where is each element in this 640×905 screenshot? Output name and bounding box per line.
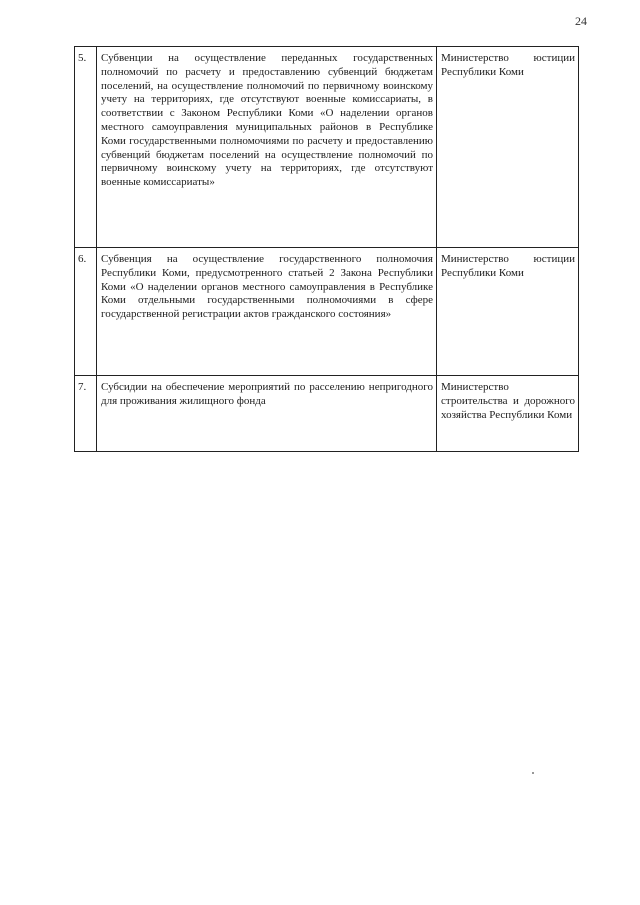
subsidies-table: [74, 46, 579, 452]
responsible-ministry: Министерство юстиции Республики Коми: [437, 248, 579, 376]
row-number: 6.: [75, 248, 97, 376]
scan-speck: [532, 772, 534, 774]
responsible-ministry: Министерство юстиции Республики Коми: [437, 47, 579, 248]
responsible-ministry: Министерство строительства и дорожного хозяйства Республики Коми: [437, 376, 579, 452]
subsidy-description: Субсидии на обеспечение мероприятий по расселению непригодного для проживания жилищного фонда: [97, 376, 437, 452]
subsidy-description: Субвенция на осуществление государственного полномочия Республики Коми, предусмотренного статьей 2 Закона Республики Коми «О наделении органов местного самоуправления в Республике Коми отдельными государственными полномочиями в сфере государственной регистрации актов гражданского состояния»: [97, 248, 437, 376]
subsidy-description: Субвенции на осуществление переданных государственных полномочий по расчету и предоставлению субвенций бюджетам поселений, на осуществление полномочий по первичному воинскому учету на территориях, где отсутствуют военные комиссариаты, в соответствии с Законом Республики Коми «О наделении органов местного самоуправления муниципальных районов в Республике Коми государственными полномочиями по расчету и предоставлению субвенций бюджетам поселений на осуществление полномочий по первичному воинскому учету на территориях, где отсутствуют военные комиссариаты»: [97, 47, 437, 248]
table-row: [75, 47, 579, 248]
page-number: 24: [575, 14, 587, 28]
row-number: 5.: [75, 47, 97, 248]
table-row: [75, 376, 579, 452]
table-row: [75, 248, 579, 376]
row-number: 7.: [75, 376, 97, 452]
